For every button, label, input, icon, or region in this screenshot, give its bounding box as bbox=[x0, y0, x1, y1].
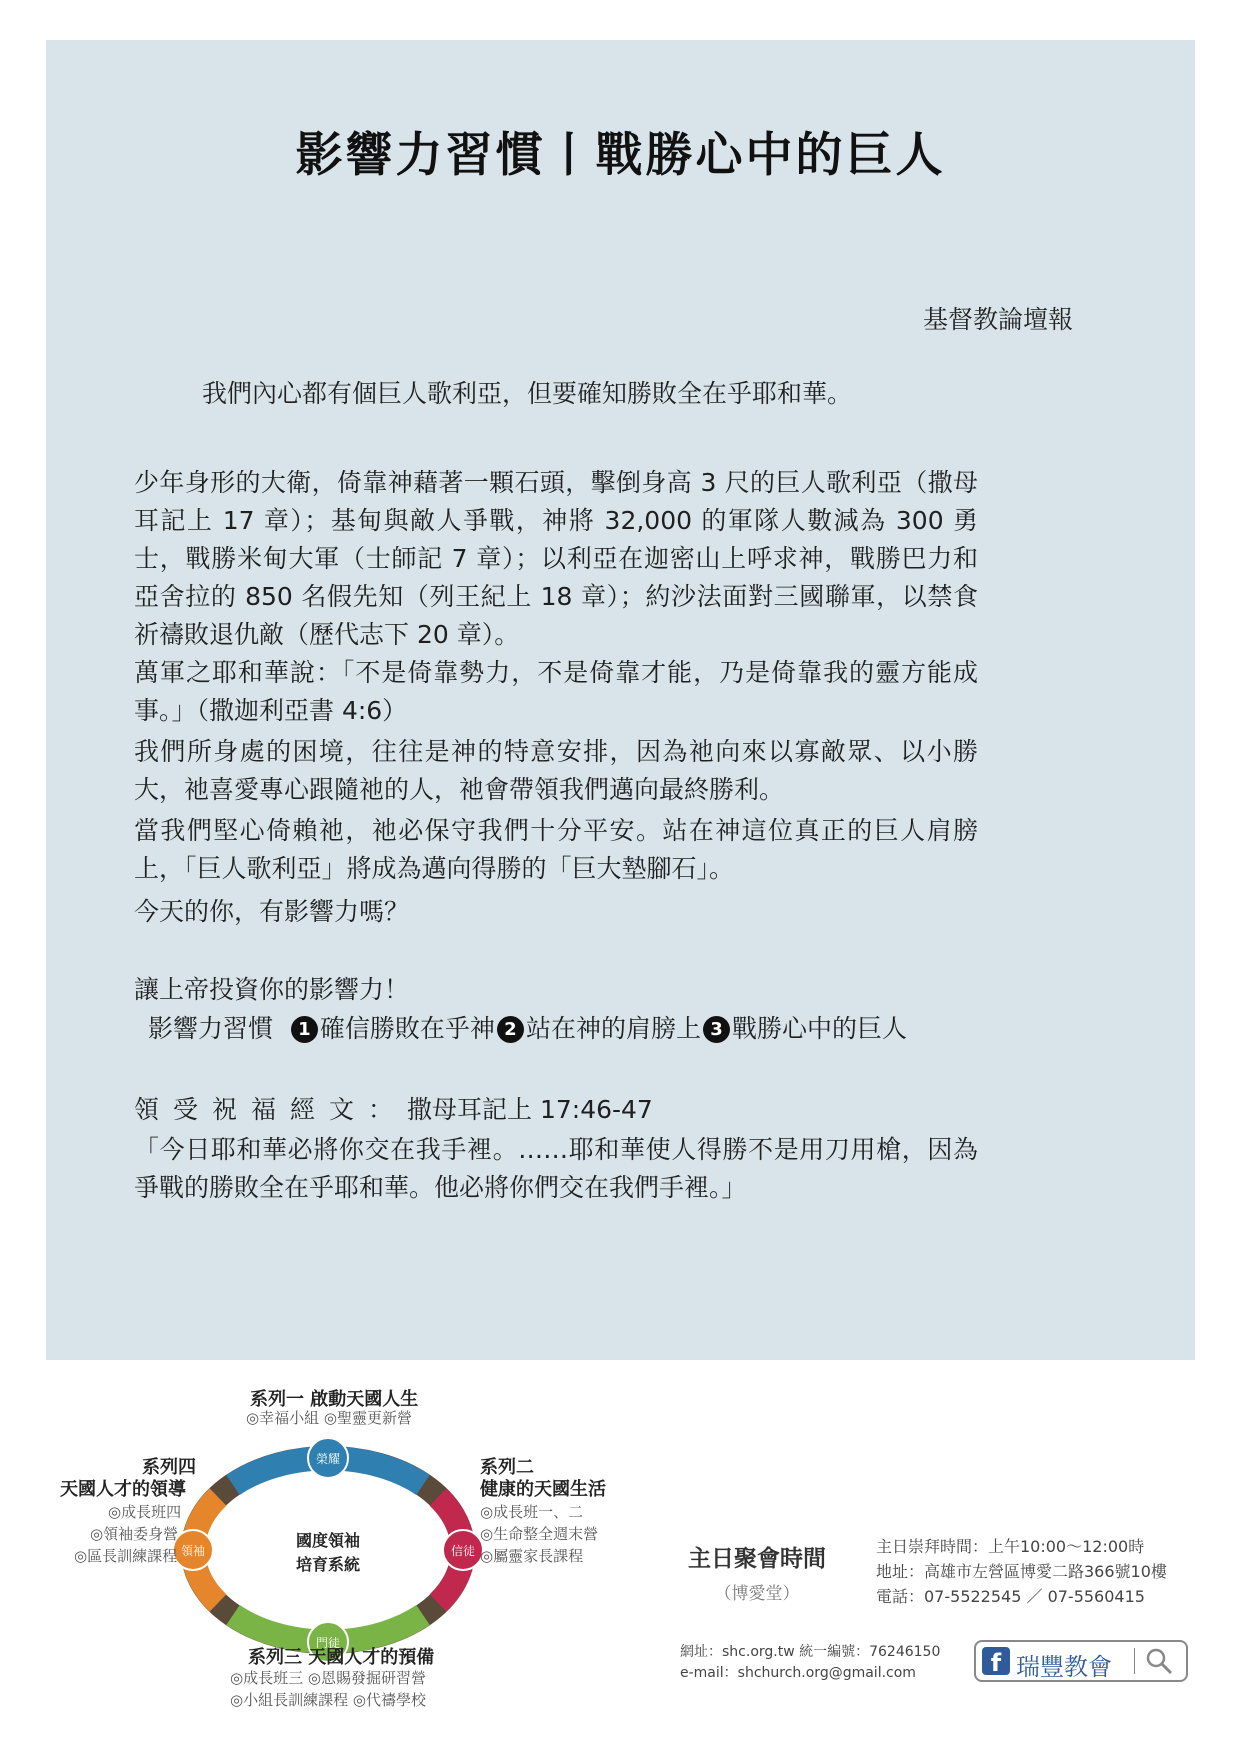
paragraph-4: 當我們堅心倚賴祂，祂必保守我們十分平安。站在神這位真正的巨人肩膀上，「巨人歌利亞」將成為邁向得勝的「巨大墊腳石」。 bbox=[134, 816, 978, 883]
number-2-icon: 2 bbox=[497, 1016, 524, 1043]
center-label-2: 培育系統 bbox=[295, 1555, 361, 1574]
series-2-item-1: ◎成長班一、二 bbox=[480, 1503, 584, 1521]
series-2-item-3: ◎屬靈家長課程 bbox=[480, 1547, 584, 1565]
habits-line bbox=[134, 1010, 992, 1048]
series-1-title: 系列一 啟動天國人生 bbox=[250, 1389, 419, 1410]
series-3-item-1: ◎成長班三 ◎恩賜發掘研習營 bbox=[230, 1669, 426, 1687]
page-title: 影響力習慣丨戰勝心中的巨人 bbox=[295, 128, 946, 183]
facebook-page-name: 瑞豐教會 bbox=[1016, 1653, 1112, 1681]
source-label: 基督教論壇報 bbox=[922, 305, 1073, 334]
habits-label: 影響力習慣 bbox=[148, 1014, 274, 1043]
series-1-item: ◎幸福小組 ◎聖靈更新營 bbox=[246, 1409, 412, 1427]
invest-text: 讓上帝投資你的影響力！ bbox=[134, 975, 410, 1004]
service-title: 主日聚會時間 bbox=[688, 1546, 826, 1572]
web-info bbox=[680, 1642, 940, 1684]
address: 地址：高雄市左營區博愛二路366號10樓 bbox=[876, 1562, 1167, 1581]
series-3-title: 系列三 天國人才的預備 bbox=[248, 1647, 435, 1668]
habit-1: 確信勝敗在乎神 bbox=[319, 1014, 495, 1043]
service-subtitle: （博愛堂） bbox=[714, 1584, 800, 1604]
habit-3: 戰勝心中的巨人 bbox=[731, 1014, 907, 1043]
service-time-block bbox=[688, 1540, 826, 1604]
ring-label-leader: 領袖 bbox=[180, 1544, 206, 1558]
paragraph-3: 我們所身處的困境，往往是神的特意安排，因為祂向來以寡敵眾、以小勝大，祂喜愛專心跟隨祂的人，祂會帶領我們邁向最終勝利。 bbox=[134, 737, 978, 804]
series-4-title: 系列四 bbox=[142, 1457, 196, 1478]
series-4-item-2: ◎領袖委身營 bbox=[90, 1525, 179, 1543]
ring-label-glory: 榮耀 bbox=[315, 1452, 341, 1466]
number-1-icon: 1 bbox=[291, 1016, 318, 1043]
ring-label-disciple: 門徒 bbox=[315, 1636, 341, 1650]
email-line: e-mail：shchurch.org@gmail.com bbox=[680, 1665, 916, 1681]
series-2-title: 系列二 bbox=[480, 1457, 534, 1478]
paragraph-1: 少年身形的大衛，倚靠神藉著一顆石頭，擊倒身高 3 尺的巨人歌利亞（撒母耳記上 17 章）；基甸與敵人爭戰，神將 32,000 的軍隊人數減為 300 勇士，戰勝米甸大軍（士師記 7 章）；以利亞在迦密山上呼求神，戰勝巴力和亞舍拉的 850 名假先知（列王紀上 18 章）；約沙法面對三國聯軍，以禁食祈禱敗退仇敵（歷代志下 20 章）。 bbox=[134, 468, 978, 649]
ring-label-believer: 信徒 bbox=[450, 1544, 476, 1558]
scripture-line bbox=[134, 1091, 978, 1129]
scripture-text: 「今日耶和華必將你交在我手裡。……耶和華使人得勝不是用刀用槍，因為爭戰的勝敗全在乎耶和華。他必將你們交在我們手裡。」 bbox=[134, 1135, 978, 1202]
series-4-item-3: ◎區長訓練課程 bbox=[74, 1547, 178, 1565]
series-2-item-2: ◎生命整全週末營 bbox=[480, 1525, 599, 1543]
center-label-1: 國度領袖 bbox=[295, 1531, 361, 1550]
worship-time: 主日崇拜時間：上午10:00～12:00時 bbox=[876, 1537, 1145, 1556]
leadership-system-diagram bbox=[60, 1385, 630, 1715]
paragraph-5: 今天的你，有影響力嗎？ bbox=[134, 897, 410, 926]
search-icon[interactable] bbox=[1144, 1646, 1174, 1676]
habit-2: 站在神的肩膀上 bbox=[525, 1014, 701, 1043]
number-3-icon: 3 bbox=[703, 1016, 730, 1043]
series-4-item-1: ◎成長班四 bbox=[108, 1503, 182, 1521]
paragraph-2: 萬軍之耶和華說：「不是倚靠勢力，不是倚靠才能，乃是倚靠我的靈方能成事。」（撒迦利亞書 4:6） bbox=[134, 658, 978, 725]
phone: 電話：07-5522545 ／ 07-5560415 bbox=[876, 1587, 1145, 1606]
series-3-item-2: ◎小組長訓練課程 ◎代禱學校 bbox=[230, 1691, 426, 1709]
church-info bbox=[876, 1534, 1167, 1609]
scripture-label: 領受祝福經文： bbox=[134, 1095, 408, 1124]
facebook-search-box[interactable] bbox=[974, 1640, 1188, 1682]
website-line: 網址：shc.org.tw 統一編號：76246150 bbox=[680, 1644, 941, 1660]
intro-text: 我們內心都有個巨人歌利亞，但要確知勝敗全在乎耶和華。 bbox=[202, 379, 853, 408]
series-2-subtitle: 健康的天國生活 bbox=[480, 1479, 606, 1500]
scripture-reference: 撒母耳記上 17:46-47 bbox=[407, 1095, 653, 1124]
facebook-icon: f bbox=[982, 1647, 1010, 1675]
divider bbox=[1134, 1648, 1135, 1674]
series-4-subtitle: 天國人才的領導 bbox=[60, 1479, 186, 1500]
